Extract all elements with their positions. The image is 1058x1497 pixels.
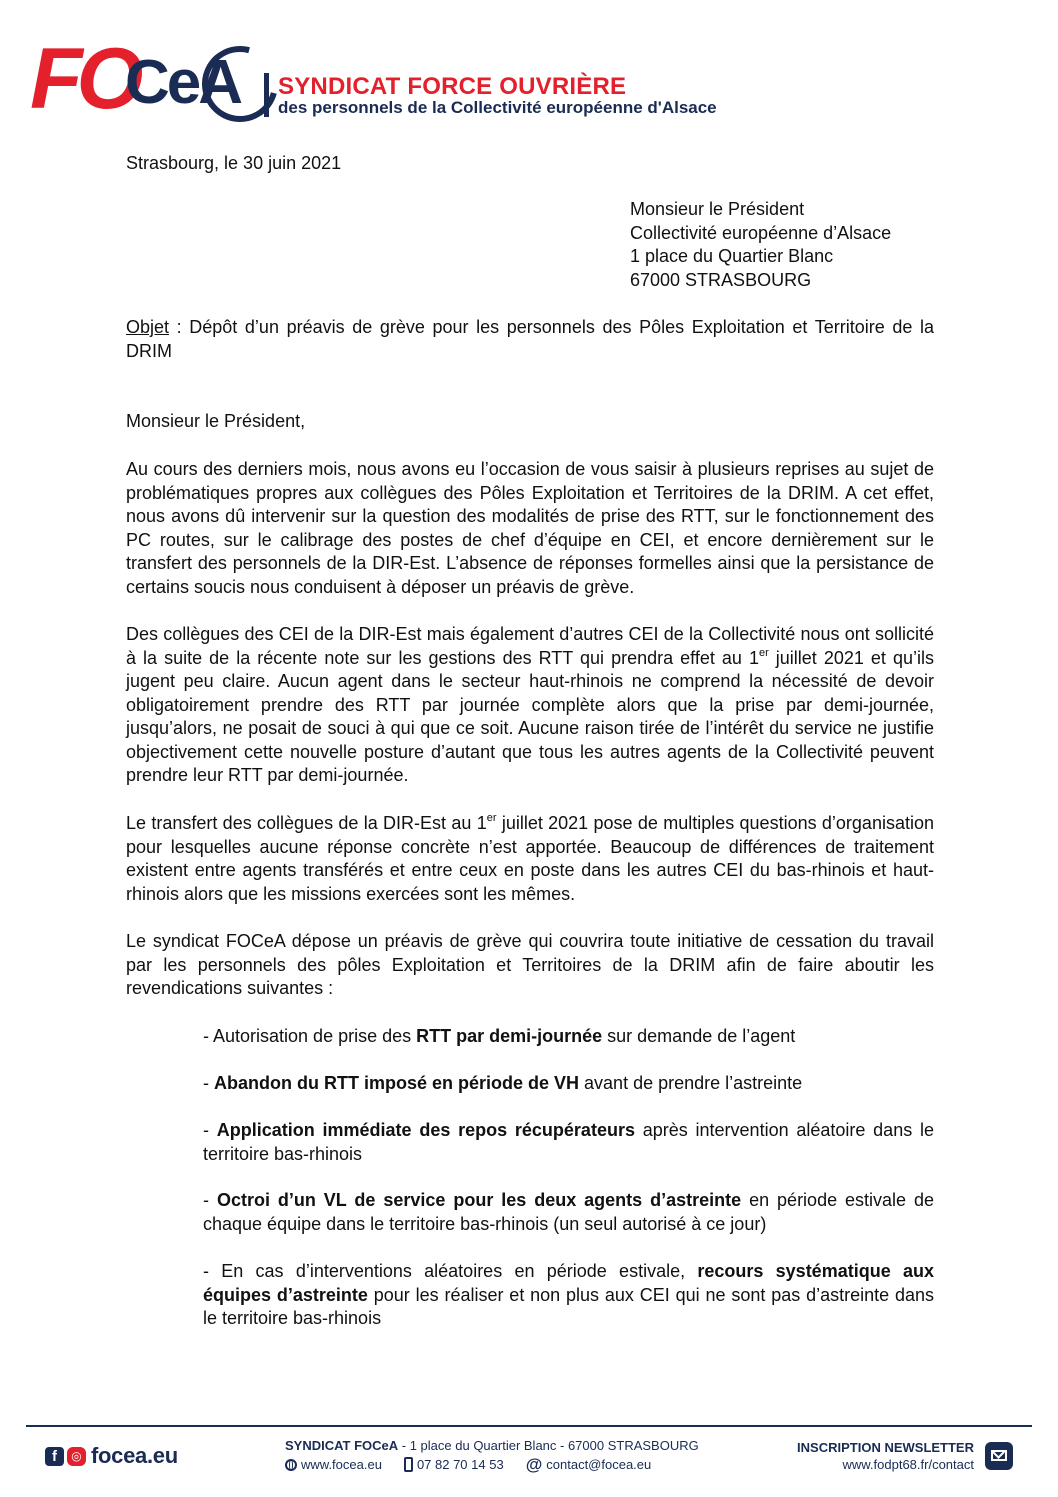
demand-item: [203, 1025, 934, 1049]
demand-text: -: [203, 1190, 217, 1210]
footer-contact: [285, 1438, 725, 1472]
paragraph-notice: Le syndicat FOCeA dépose un préavis de grève qui couvrira toute initiative de cessation du travail par les personnels des pôles Exploitation et Territoires de la DRIM afin de faire aboutir les revendications suivantes :: [126, 931, 934, 998]
at-icon: @: [525, 1454, 543, 1474]
recipient-line: Collectivité européenne d’Alsace: [630, 222, 892, 243]
demand-emphasis: Application immédiate des repos récupérateurs: [216, 1120, 635, 1140]
demand-item: [203, 1189, 934, 1236]
demand-text: pour les réaliser et non plus aux CEI qui ne sont pas d’astreinte dans le territoire bas-rhinois: [203, 1284, 934, 1328]
union-subtitle: des personnels de la Collectivité européenne d'Alsace: [278, 98, 717, 117]
recipient-line: Monsieur le Président: [630, 199, 805, 219]
demand-item: [203, 1260, 934, 1331]
footer-site-link[interactable]: focea.eu: [91, 1443, 178, 1468]
globe-icon: [285, 1459, 297, 1471]
footer-web-link[interactable]: www.focea.eu: [301, 1457, 382, 1472]
instagram-icon[interactable]: ◎: [67, 1447, 86, 1466]
footer-newsletter: [786, 1440, 974, 1472]
demand-text: -: [203, 1073, 214, 1093]
demand-emphasis: RTT par demi-journée: [416, 1026, 603, 1046]
superscript: er: [486, 812, 497, 824]
demand-emphasis: Octroi d’un VL de service pour les deux agents d’astreinte: [216, 1190, 742, 1210]
footer-contact-row: [285, 1454, 725, 1474]
demand-text: après intervention aléatoire dans le territoire bas-rhinois: [203, 1120, 934, 1164]
footer-phone[interactable]: 07 82 70 14 53: [416, 1457, 504, 1472]
paragraph-text: Des collègues des CEI de la DIR-Est mais également d’autres CEI de la Collectivité nous ont sollicité à la suite de la récente note sur les gestions des RTT qui prendra effet au 1: [126, 624, 934, 668]
logo-fo-text: FO: [30, 31, 138, 127]
paragraph-rtt: [126, 623, 934, 788]
footer-social: [45, 1443, 178, 1469]
union-title: SYNDICAT FORCE OUVRIÈRE: [278, 73, 627, 100]
demand-text: en période estivale de chaque équipe dans le territoire bas-rhinois (un seul autorisé à ce jour): [203, 1190, 935, 1234]
recipient-line: 67000 STRASBOURG: [630, 269, 812, 290]
footer-union-name: SYNDICAT FOCeA: [285, 1438, 399, 1453]
subject-label: Objet: [126, 317, 170, 337]
footer-divider: [26, 1425, 1032, 1427]
header-divider: [264, 73, 269, 117]
demand-item: [203, 1072, 934, 1096]
logo-cea-text: CeA: [125, 48, 241, 117]
footer-email-link[interactable]: contact@focea.eu: [546, 1457, 652, 1472]
demand-emphasis: Abandon du RTT imposé en période de VH: [214, 1073, 580, 1093]
demand-text: - Autorisation de prise des: [203, 1026, 417, 1046]
paragraph-text: Le transfert des collègues de la DIR-Est au 1: [126, 813, 487, 833]
recipient-address: [630, 198, 891, 292]
letter-date: Strasbourg, le 30 juin 2021: [126, 153, 342, 173]
footer-address-text: - 1 place du Quartier Blanc - 67000 STRASBOURG: [398, 1438, 699, 1453]
recipient-line: 1 place du Quartier Blanc: [630, 246, 834, 266]
paragraph-text: juillet 2021 pose de multiples questions d’organisation pour lesquelles aucune réponse concrète n’est apportée. Beaucoup de différences de traitement existent entre agents transférés et entre ceux en poste dans les autres CEI du bas-rhinois et haut-rhinois alors que les missions exercées sont les mêmes.: [126, 813, 934, 904]
demand-item: [203, 1119, 934, 1166]
newsletter-title: INSCRIPTION NEWSLETTER: [797, 1440, 974, 1455]
newsletter-link[interactable]: www.fodpt68.fr/contact: [842, 1457, 974, 1472]
paragraph-text: juillet 2021 et qu’ils jugent peu claire. Aucun agent dans le secteur haut-rhinois ne comprend la nécessité de devoir obligatoirement prendre des RTT par journée complète alors que la prise par demi-journée, jusqu’alors, ne posait de souci à qui que ce soit. Aucune raison tirée de l’intérêt du service ne justifie objectivement cette nouvelle posture d’autant que tous les autres agents de la Collectivité peuvent prendre leur RTT par demi-journée.: [126, 647, 934, 785]
demand-text: sur demande de l’agent: [602, 1026, 796, 1046]
superscript: er: [758, 646, 769, 659]
demand-text: -: [203, 1120, 217, 1140]
footer-address: [285, 1438, 725, 1453]
phone-icon: [404, 1457, 413, 1472]
subject-text: : Dépôt d’un préavis de grève pour les personnels des Pôles Exploitation et Territoire de la DRIM: [126, 317, 934, 361]
mail-icon[interactable]: [985, 1442, 1013, 1470]
facebook-icon[interactable]: f: [45, 1447, 64, 1466]
demand-emphasis: recours systématique aux équipes d’astreinte: [203, 1261, 934, 1305]
paragraph-transfer: [126, 812, 934, 906]
paragraph-context: Au cours des derniers mois, nous avons eu l’occasion de vous saisir à plusieurs reprises au sujet de problématiques propres aux collègues des Pôles Exploitation et Territoires de la DRIM. A cet effet, nous avons dû intervenir sur la question des modalités de prise des RTT, sur le fonctionnement des PC routes, sur le calibrage des postes de chef d’équipe en CEI, et encore dernièrement sur le transfert des personnels de la DIR-Est. L’absence de réponses formelles ainsi que la persistance de certains soucis nous conduisent à déposer un préavis de grève.: [126, 459, 934, 597]
demand-text: - En cas d’interventions aléatoires en période estivale,: [203, 1261, 698, 1281]
salutation: Monsieur le Président,: [126, 411, 306, 431]
demand-text: avant de prendre l’astreinte: [579, 1073, 803, 1093]
letter-subject: [126, 316, 934, 363]
